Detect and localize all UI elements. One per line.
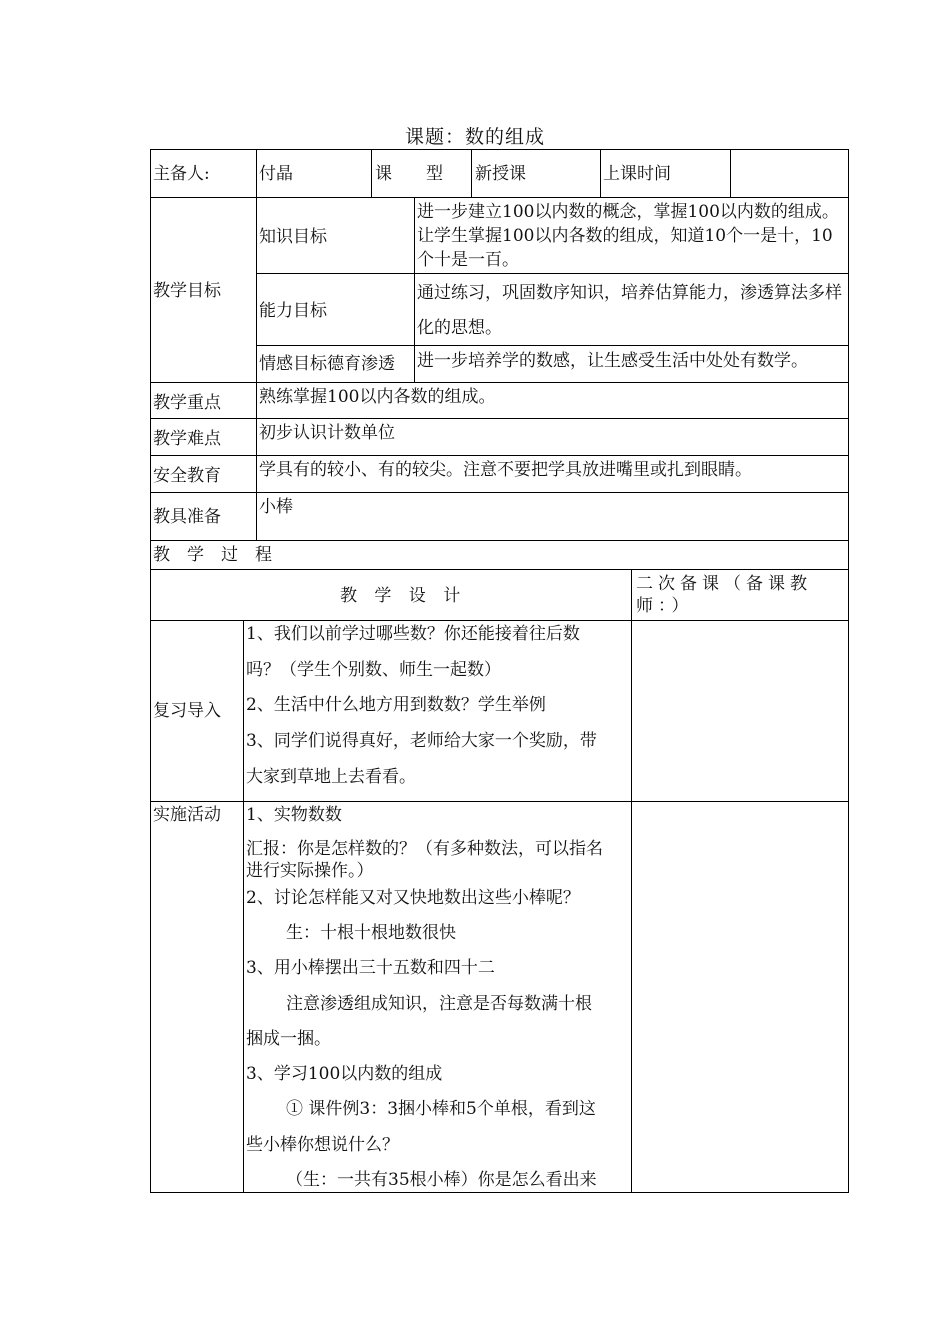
- emotion-objective-label: 情感目标德育渗透: [259, 354, 395, 374]
- review-line: 大家到草地上去看看。: [246, 767, 416, 787]
- knowledge-objective-text: 进一步建立100以内数的概念，掌握100以内数的组成。让学生掌握100以内各数的组成，知道10个一是十，10个十是一百。: [417, 202, 839, 270]
- row-divider: [150, 197, 849, 198]
- difficulty-label: 教学难点: [153, 429, 221, 449]
- row-divider: [150, 620, 849, 621]
- activity-label: 实施活动: [153, 805, 221, 825]
- page-title: 课题：数的组成: [404, 126, 545, 148]
- safety-label: 安全教育: [153, 466, 221, 486]
- col-divider: [631, 569, 632, 1193]
- col-divider: [243, 620, 244, 1193]
- row-divider: [256, 273, 849, 274]
- activity-line: 注意渗透组成知识，注意是否每数满十根: [286, 994, 592, 1014]
- key-point-label: 教学重点: [153, 393, 221, 413]
- row-divider: [150, 540, 849, 541]
- emotion-objective-text: 进一步培养学的数感，让生感受生活中处处有数学。: [417, 351, 808, 371]
- row-divider: [150, 382, 849, 383]
- difficulty-text: 初步认识计数单位: [259, 423, 395, 443]
- review-line: 1、我们以前学过哪些数？你还能接着往后数: [246, 624, 580, 644]
- ability-objective-label: 能力目标: [259, 301, 327, 321]
- col-divider: [730, 149, 731, 197]
- activity-line: 3、学习100以内数的组成: [246, 1064, 443, 1084]
- preparer-label: 主备人:: [153, 164, 210, 184]
- review-line: 2、生活中什么地方用到数数？学生举例: [246, 695, 546, 715]
- row-divider: [150, 801, 849, 802]
- knowledge-objective-label: 知识目标: [259, 227, 327, 247]
- activity-line: ① 课件例3：3捆小棒和5个单根，看到这: [286, 1099, 596, 1119]
- materials-label: 教具准备: [153, 507, 221, 527]
- activity-line: 汇报：你是怎样数的？（有多种数法，可以指名: [246, 839, 603, 859]
- col-divider: [600, 149, 601, 197]
- review-line: 吗？（学生个别数、师生一起数）: [246, 660, 501, 680]
- col-divider: [371, 149, 372, 197]
- objectives-label: 教学目标: [153, 281, 221, 301]
- activity-line: 进行实际操作。）: [246, 861, 374, 881]
- activity-line: （生：一共有35根小棒）你是怎么看出来: [286, 1170, 597, 1190]
- activity-line: 捆成一捆。: [246, 1029, 331, 1049]
- design-label: 教 学 设 计: [340, 586, 467, 606]
- review-line: 3、同学们说得真好，老师给大家一个奖励，带: [246, 731, 597, 751]
- preparer-value: 付晶: [259, 164, 293, 184]
- row-divider: [150, 455, 849, 456]
- second-prep-label: 二次备课（备课教师：）: [636, 574, 812, 616]
- activity-line: 1、实物数数: [246, 805, 342, 825]
- activity-line: 2、讨论怎样能又对又快地数出这些小棒呢？: [246, 888, 580, 908]
- lesson-type-value: 新授课: [475, 164, 526, 184]
- col-divider: [414, 197, 415, 382]
- row-divider: [150, 492, 849, 493]
- row-divider: [150, 418, 849, 419]
- process-label: 教 学 过 程: [153, 545, 272, 565]
- safety-text: 学具有的较小、有的较尖。注意不要把学具放进嘴里或扎到眼睛。: [259, 460, 752, 480]
- col-divider: [471, 149, 472, 197]
- row-divider: [150, 569, 849, 570]
- activity-line: 些小棒你想说什么？: [246, 1135, 399, 1155]
- col-divider: [256, 149, 257, 540]
- activity-line: 3、用小棒摆出三十五数和四十二: [246, 958, 495, 978]
- materials-text: 小棒: [259, 497, 293, 517]
- review-intro-label: 复习导入: [153, 701, 221, 721]
- activity-line: 生：十根十根地数很快: [286, 923, 456, 943]
- key-point-text: 熟练掌握100以内各数的组成。: [259, 387, 496, 407]
- ability-objective-text: 通过练习，巩固数序知识，培养估算能力，渗透算法多样化的思想。: [417, 283, 842, 338]
- class-time-label: 上课时间: [603, 164, 671, 184]
- lesson-type-label: 课 型: [375, 164, 443, 184]
